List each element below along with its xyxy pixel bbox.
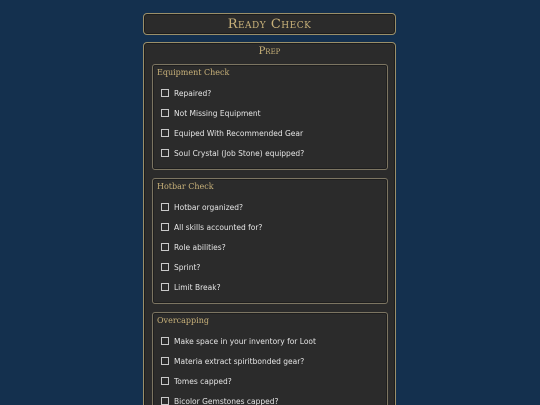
checkbox[interactable]: [161, 337, 169, 345]
checklist-item[interactable]: [161, 335, 316, 347]
checklist-item[interactable]: [161, 127, 303, 139]
checkbox[interactable]: [161, 263, 169, 271]
checklist-item-label: Hotbar organized?: [174, 202, 244, 212]
checklist-item-label: All skills accounted for?: [174, 222, 263, 232]
checkbox[interactable]: [161, 223, 169, 231]
checklist-item-label: Make space in your inventory for Loot: [174, 336, 316, 346]
checklist-item[interactable]: [161, 87, 211, 99]
checklist-item-label: Tomes capped?: [174, 376, 232, 386]
section-equipment-check: [152, 64, 388, 170]
checkbox[interactable]: [161, 357, 169, 365]
checklist-item[interactable]: [161, 107, 261, 119]
checkbox[interactable]: [161, 89, 169, 97]
checklist-item-label: Soul Crystal (Job Stone) equipped?: [174, 148, 305, 158]
checklist-item[interactable]: [161, 241, 226, 253]
section-title: Hotbar Check: [157, 182, 214, 191]
checklist-item[interactable]: [161, 221, 262, 233]
section-title: Overcapping: [157, 316, 209, 325]
checklist-item-label: Bicolor Gemstones capped?: [174, 396, 279, 405]
window-title: Ready Check: [227, 16, 312, 32]
checklist-item-label: Limit Break?: [174, 282, 221, 292]
checkbox[interactable]: [161, 397, 169, 405]
panel-heading: Prep: [258, 46, 281, 57]
checklist-item[interactable]: [161, 281, 221, 293]
section-title: Equipment Check: [157, 68, 230, 77]
title-bar: [143, 13, 396, 35]
checklist-item-label: Sprint?: [174, 262, 201, 272]
checklist-item-label: Repaired?: [174, 88, 212, 98]
checkbox[interactable]: [161, 283, 169, 291]
checkbox[interactable]: [161, 149, 169, 157]
checklist-item[interactable]: [161, 261, 200, 273]
checklist-item-label: Role abilities?: [174, 242, 226, 252]
checkbox[interactable]: [161, 377, 169, 385]
checkbox[interactable]: [161, 203, 169, 211]
checkbox[interactable]: [161, 243, 169, 251]
section-hotbar-check: [152, 178, 388, 304]
checkbox[interactable]: [161, 109, 169, 117]
checklist-item[interactable]: [161, 355, 304, 367]
checklist-item[interactable]: [161, 395, 279, 405]
checklist-item-label: Equiped With Recommended Gear: [174, 128, 304, 138]
checklist-item[interactable]: [161, 201, 243, 213]
checklist-item-label: Not Missing Equipment: [174, 108, 261, 118]
checklist-item[interactable]: [161, 147, 304, 159]
section-overcapping: [152, 312, 388, 405]
checklist-item[interactable]: [161, 375, 232, 387]
checkbox[interactable]: [161, 129, 169, 137]
checklist-item-label: Materia extract spiritbonded gear?: [174, 356, 305, 366]
